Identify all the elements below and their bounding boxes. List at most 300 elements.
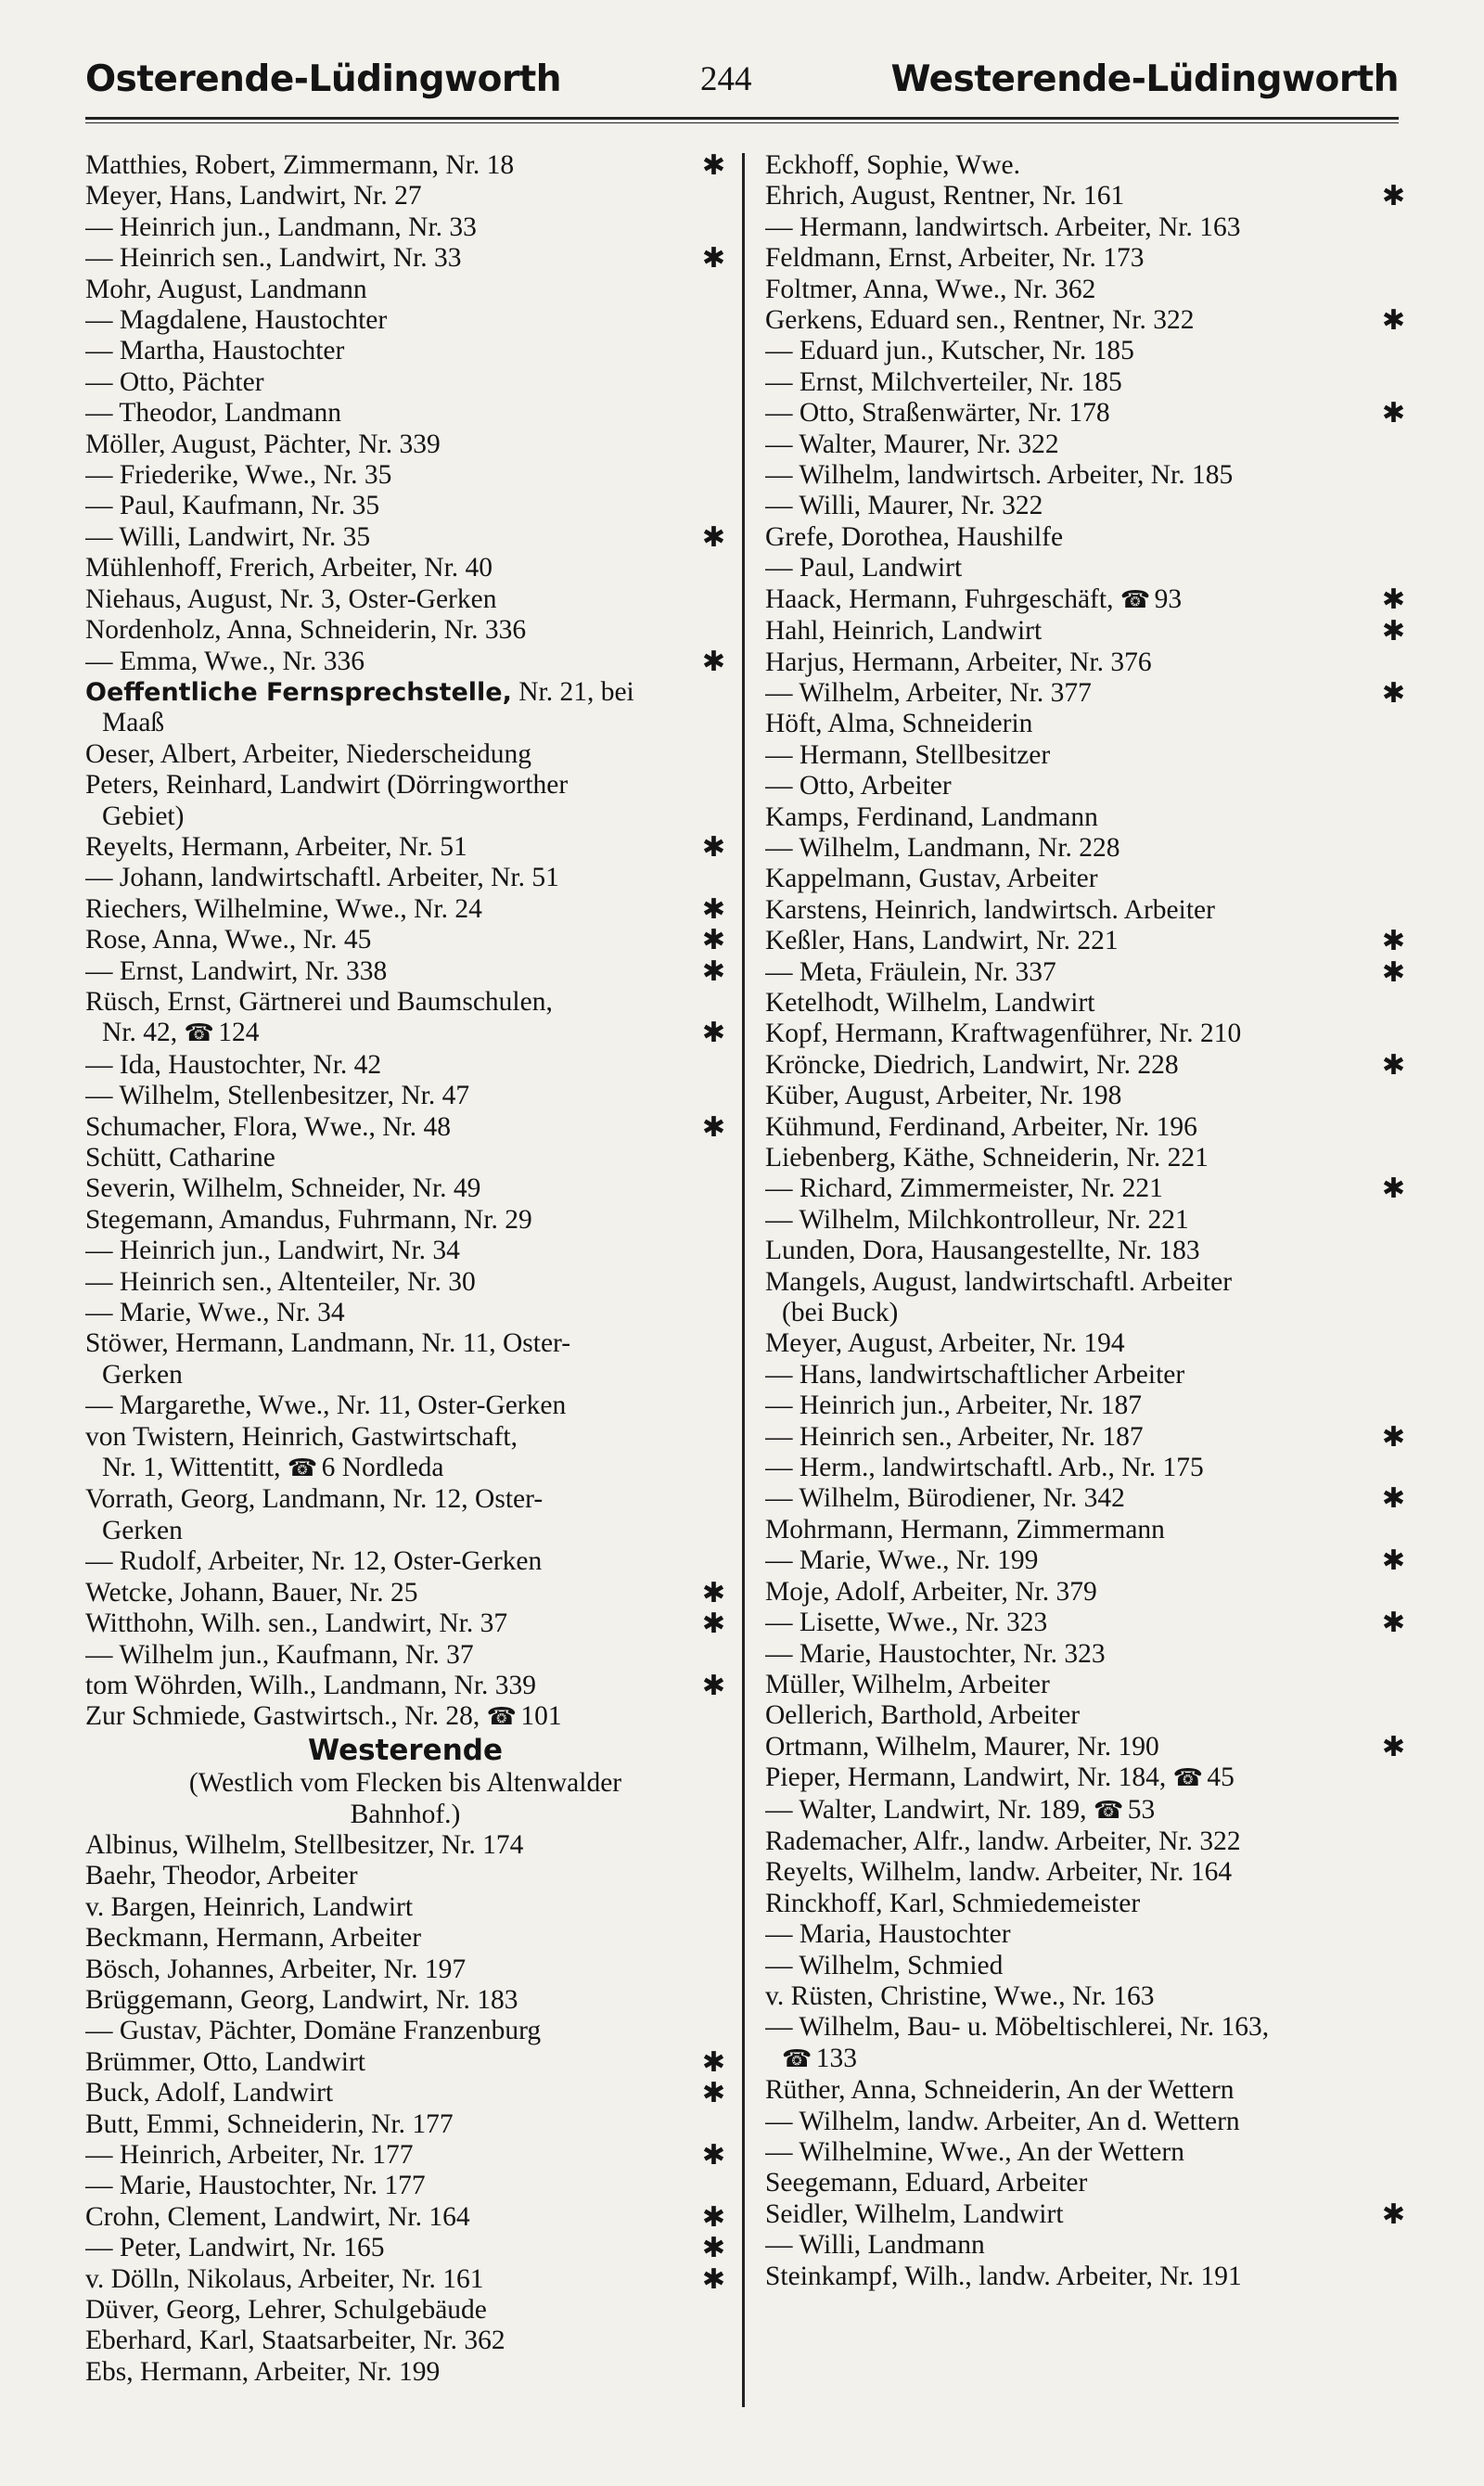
entry-line — [765, 709, 1405, 739]
phone-icon: ☎ — [1119, 585, 1148, 614]
directory-entry — [85, 863, 725, 893]
directory-entry — [85, 181, 725, 211]
entry-text: Brüggemann, Georg, Landwirt, Nr. 183 — [85, 1984, 518, 2015]
directory-entry — [85, 522, 725, 553]
entry-text: — Wilhelm, Landmann, Nr. 228 — [765, 832, 1120, 863]
directory-entry — [765, 275, 1405, 305]
entry-continuation — [765, 2044, 1405, 2075]
entry-line — [85, 1640, 725, 1671]
directory-entry — [765, 1267, 1405, 1329]
entry-line — [765, 1236, 1405, 1266]
entry-text: Gerkens, Eduard sen., Rentner, Nr. 322 — [765, 305, 1195, 336]
entry-text: Rüsch, Ernst, Gärtnerei und Baumschulen, — [85, 986, 553, 1017]
phone-number: 6 Nordleda — [321, 1453, 444, 1483]
entry-line — [765, 1762, 1405, 1794]
directory-entry — [85, 1578, 725, 1608]
phone-icon: ☎ — [1172, 1764, 1200, 1793]
directory-entry — [85, 894, 725, 925]
directory-entry — [85, 1390, 725, 1421]
directory-entry — [765, 926, 1405, 956]
entry-line — [765, 1608, 1377, 1638]
directory-entry — [765, 1422, 1405, 1453]
entry-line — [765, 1390, 1405, 1421]
star-icon: ✱ — [701, 150, 725, 182]
entry-line — [85, 1173, 725, 1204]
entry-text: Crohn, Clement, Landwirt, Nr. 164 — [85, 2201, 470, 2232]
entry-text: — Meta, Fräulein, Nr. 337 — [765, 956, 1056, 987]
directory-entry — [85, 739, 725, 770]
phone-icon: ☎ — [287, 1454, 315, 1483]
directory-entry — [85, 832, 725, 863]
entry-line — [85, 956, 697, 987]
entry-line — [765, 212, 1405, 243]
header-left-title: Osterende-Lüdingworth — [85, 58, 562, 100]
phone-icon: ☎ — [782, 2044, 810, 2073]
entry-text: Möller, August, Pächter, Nr. 339 — [85, 429, 441, 459]
entry-text: — Walter, Landwirt, Nr. 189, — [765, 1794, 1087, 1825]
entry-text: — Margarethe, Wwe., Nr. 11, Oster-Gerken — [85, 1390, 567, 1421]
entry-line — [765, 1112, 1405, 1143]
entry-line — [765, 1267, 1405, 1298]
entry-line — [765, 2012, 1405, 2043]
entry-text: — Peter, Landwirt, Nr. 165 — [85, 2233, 385, 2263]
directory-entry — [85, 1608, 725, 1639]
entry-line — [85, 615, 725, 646]
directory-entry — [765, 553, 1405, 583]
entry-text: — Marie, Haustochter, Nr. 177 — [85, 2171, 426, 2201]
entry-line — [85, 1205, 725, 1236]
entry-text: Meyer, Hans, Landwirt, Nr. 27 — [85, 181, 422, 211]
directory-entry — [85, 1985, 725, 2016]
entry-line — [765, 491, 1405, 521]
entry-line — [765, 1670, 1405, 1700]
entry-line — [765, 833, 1405, 864]
directory-entry — [765, 2075, 1405, 2106]
directory-entry — [85, 1298, 725, 1328]
entry-line — [765, 1019, 1405, 1049]
entry-line — [85, 1143, 725, 1173]
directory-entry — [85, 1923, 725, 1954]
directory-entry — [85, 1892, 725, 1923]
directory-entry — [85, 2109, 725, 2140]
entry-text: — Richard, Zimmermeister, Nr. 221 — [765, 1173, 1163, 1204]
entry-line — [765, 2262, 1405, 2292]
entry-line — [765, 181, 1377, 211]
entry-text: Niehaus, August, Nr. 3, Oster-Gerken — [85, 583, 497, 614]
directory-entry — [765, 1795, 1405, 1826]
directory-entry — [765, 2107, 1405, 2137]
directory-entry — [85, 1267, 725, 1298]
entry-line — [85, 677, 725, 708]
entry-text: Mohrmann, Hermann, Zimmermann — [765, 1514, 1165, 1544]
header-right-title: Westerende-Lüdingworth — [890, 58, 1399, 100]
entry-cont-text: Gerken — [102, 1515, 183, 1545]
directory-entry — [765, 771, 1405, 801]
entry-line — [765, 1826, 1405, 1857]
directory-entry — [765, 895, 1405, 926]
entry-line — [85, 2295, 725, 2326]
directory-entry — [765, 398, 1405, 429]
entry-text: — Heinrich jun., Landmann, Nr. 33 — [85, 211, 477, 242]
entry-line — [765, 2075, 1405, 2106]
entry-text: Severin, Wilhelm, Schneider, Nr. 49 — [85, 1173, 481, 1204]
entry-line — [765, 1081, 1405, 1111]
entry-line — [765, 802, 1405, 833]
entry-text: — Martha, Haustochter — [85, 336, 345, 366]
entry-line — [85, 2171, 725, 2201]
entry-line — [85, 1267, 725, 1298]
directory-entry — [765, 957, 1405, 988]
star-icon: ✱ — [701, 520, 725, 554]
entry-text: Schütt, Catharine — [85, 1143, 275, 1173]
entry-line — [765, 1328, 1405, 1359]
entry-line — [85, 212, 725, 243]
entry-line — [765, 1483, 1377, 1514]
entry-line — [85, 1608, 697, 1639]
entry-text: — Paul, Landwirt — [765, 553, 963, 583]
directory-entry — [765, 1453, 1405, 1483]
entry-text: Wetcke, Johann, Bauer, Nr. 25 — [85, 1577, 418, 1608]
entry-cont-text: Maaß — [102, 708, 165, 738]
directory-entry — [85, 460, 725, 491]
star-icon: ✱ — [1381, 1420, 1405, 1454]
entry-line — [85, 987, 697, 1018]
entry-text: Reyelts, Hermann, Arbeiter, Nr. 51 — [85, 831, 467, 862]
directory-entry — [765, 1577, 1405, 1608]
star-icon: ✱ — [1381, 1173, 1405, 1206]
entry-line — [85, 1830, 725, 1861]
entry-line — [765, 1700, 1405, 1731]
directory-entry — [765, 1360, 1405, 1390]
entry-text: Ehrich, August, Rentner, Nr. 161 — [765, 181, 1125, 211]
entry-text: Mühlenhoff, Frerich, Arbeiter, Nr. 40 — [85, 553, 493, 583]
directory-entry — [85, 925, 725, 955]
entry-text: Stöwer, Hermann, Landmann, Nr. 11, Oster- — [85, 1328, 571, 1359]
star-icon: ✱ — [1381, 1730, 1405, 1763]
entry-text: Kamps, Ferdinand, Landmann — [765, 801, 1098, 832]
entry-line — [85, 2140, 697, 2171]
entry-line — [85, 181, 725, 211]
entry-text: — Wilhelm, Arbeiter, Nr. 377 — [765, 677, 1092, 708]
phone-number: 133 — [815, 2043, 858, 2073]
entry-line — [765, 1205, 1405, 1236]
entry-line — [85, 925, 697, 955]
star-icon: ✱ — [701, 1669, 725, 1702]
entry-text: Ortmann, Wilhelm, Maurer, Nr. 190 — [765, 1731, 1159, 1762]
directory-entry — [85, 1236, 725, 1266]
entry-line — [85, 1422, 725, 1453]
entry-text: Stegemann, Amandus, Fuhrmann, Nr. 29 — [85, 1204, 532, 1235]
entry-text: — Theodor, Landmann — [85, 398, 342, 429]
star-icon: ✱ — [1381, 955, 1405, 989]
directory-entry — [85, 956, 725, 987]
star-icon: ✱ — [1381, 1544, 1405, 1578]
entry-line — [765, 678, 1377, 709]
entry-text: — Marie, Haustochter, Nr. 323 — [765, 1638, 1106, 1669]
entry-text: — Hermann, landwirtsch. Arbeiter, Nr. 163 — [765, 211, 1241, 242]
entry-line — [85, 1892, 725, 1923]
column-divider — [742, 153, 745, 2407]
entry-line — [85, 584, 725, 615]
entry-line — [765, 957, 1377, 988]
entry-text: Nordenholz, Anna, Schneiderin, Nr. 336 — [85, 615, 527, 646]
directory-entry — [765, 1857, 1405, 1888]
directory-entry — [765, 1762, 1405, 1794]
entry-text: Seegemann, Eduard, Arbeiter — [765, 2168, 1088, 2198]
star-icon: ✱ — [1381, 1482, 1405, 1516]
entry-line — [765, 1639, 1405, 1670]
entry-text: Müller, Wilhelm, Arbeiter — [765, 1669, 1050, 1699]
entry-text: — Walter, Maurer, Nr. 322 — [765, 429, 1059, 459]
directory-entry — [765, 833, 1405, 864]
entry-line — [765, 2230, 1405, 2261]
entry-line — [85, 2078, 697, 2108]
entry-text: — Marie, Wwe., Nr. 199 — [765, 1545, 1039, 1576]
entry-cont-text: (bei Buck) — [782, 1298, 899, 1328]
entry-line — [765, 864, 1405, 894]
entry-text: Bösch, Johannes, Arbeiter, Nr. 197 — [85, 1954, 467, 1984]
entry-text: tom Wöhrden, Wilh., Landmann, Nr. 339 — [85, 1670, 537, 1700]
directory-entry — [85, 1546, 725, 1577]
page-header — [85, 51, 1399, 107]
entry-line — [765, 988, 1405, 1019]
directory-entry — [765, 1205, 1405, 1236]
entry-line — [765, 150, 1405, 181]
entry-line — [85, 1985, 725, 2016]
entry-text: Riechers, Wilhelmine, Wwe., Nr. 24 — [85, 893, 482, 924]
directory-entry — [85, 1861, 725, 1891]
entry-line — [85, 2326, 725, 2356]
directory-entry — [85, 2078, 725, 2108]
directory-entry — [765, 150, 1405, 181]
directory-entry — [765, 1390, 1405, 1421]
entry-line — [85, 367, 725, 398]
entry-line — [85, 2016, 725, 2046]
entry-line — [765, 1050, 1377, 1081]
directory-entry — [765, 1889, 1405, 1919]
entry-line — [765, 243, 1405, 274]
entry-line — [765, 2199, 1377, 2230]
entry-text: Nr. 21, bei — [511, 676, 634, 707]
entry-text: Matthies, Robert, Zimmermann, Nr. 18 — [85, 150, 515, 180]
phone-number: 45 — [1207, 1762, 1235, 1793]
directory-entry — [765, 181, 1405, 211]
directory-entry — [765, 1951, 1405, 1981]
entry-line — [85, 1484, 725, 1515]
entry-line — [765, 1951, 1405, 1981]
directory-entry — [85, 336, 725, 366]
directory-entry — [85, 491, 725, 521]
directory-entry — [85, 987, 725, 1050]
star-icon: ✱ — [701, 1110, 725, 1144]
entry-line — [85, 1328, 725, 1359]
entry-text: v. Dölln, Nikolaus, Arbeiter, Nr. 161 — [85, 2263, 484, 2294]
directory-entry — [765, 2137, 1405, 2168]
directory-entry — [85, 1671, 725, 1701]
entry-text: Kühmund, Ferdinand, Arbeiter, Nr. 196 — [765, 1111, 1197, 1142]
left-entry-list — [85, 150, 725, 1734]
directory-entry — [85, 1081, 725, 1111]
entry-text: Haack, Hermann, Fuhrgeschäft, — [765, 583, 1114, 614]
star-icon: ✱ — [1381, 615, 1405, 648]
directory-entry — [85, 2233, 725, 2263]
entry-line — [85, 522, 697, 553]
star-icon: ✱ — [701, 645, 725, 678]
entry-line — [85, 429, 725, 460]
entry-text: — Wilhelm, Milchkontrolleur, Nr. 221 — [765, 1204, 1189, 1235]
entry-text: — Wilhelm, Bürodiener, Nr. 342 — [765, 1483, 1125, 1514]
directory-entry — [85, 429, 725, 460]
entry-line — [85, 1050, 725, 1081]
entry-continuation — [85, 1360, 725, 1390]
section-note-line1: (Westlich vom Flecken bis Altenwalder — [188, 1768, 622, 1799]
directory-entry — [85, 243, 725, 274]
entry-text: Harjus, Hermann, Arbeiter, Nr. 376 — [765, 647, 1152, 677]
entry-text: — Wilhelm, Schmied — [765, 1950, 1004, 1980]
entry-line — [85, 243, 697, 274]
directory-entry — [85, 305, 725, 336]
star-icon: ✱ — [1381, 180, 1405, 213]
directory-entry — [765, 1050, 1405, 1081]
entry-text: Peters, Reinhard, Landwirt (Dörringworther — [85, 770, 569, 801]
entry-text: — Lisette, Wwe., Nr. 323 — [765, 1608, 1048, 1638]
entry-text: — Gustav, Pächter, Domäne Franzenburg — [85, 2016, 542, 2046]
section-title: Westerende — [307, 1733, 503, 1767]
entry-text: Grefe, Dorothea, Haushilfe — [765, 521, 1064, 552]
directory-entry — [765, 1826, 1405, 1857]
entry-line — [85, 1112, 697, 1143]
star-icon: ✱ — [701, 2139, 725, 2172]
directory-entry — [765, 305, 1405, 336]
directory-entry — [85, 1701, 725, 1733]
entry-text: — Ernst, Milchverteiler, Nr. 185 — [765, 366, 1122, 397]
entry-text: Meyer, August, Arbeiter, Nr. 194 — [765, 1328, 1125, 1359]
star-icon: ✱ — [701, 924, 725, 957]
entry-line — [85, 150, 697, 181]
phone-number: 93 — [1154, 583, 1183, 614]
entry-text: Lunden, Dora, Hausangestellte, Nr. 183 — [765, 1236, 1200, 1266]
star-icon: ✱ — [701, 1017, 725, 1050]
directory-entry — [85, 398, 725, 429]
directory-entry — [765, 678, 1405, 709]
entry-text: Eberhard, Karl, Staatsarbeiter, Nr. 362 — [85, 2326, 505, 2356]
entry-text: Liebenberg, Käthe, Schneiderin, Nr. 221 — [765, 1143, 1209, 1173]
entry-line — [85, 398, 725, 429]
entry-text: — Magdalene, Haustochter — [85, 305, 388, 336]
directory-entry — [765, 1608, 1405, 1638]
entry-line — [85, 1236, 725, 1266]
entry-line — [85, 2109, 725, 2140]
directory-entry — [85, 1205, 725, 1236]
directory-entry — [765, 212, 1405, 243]
entry-text: Beckmann, Hermann, Arbeiter — [85, 1923, 422, 1954]
star-icon: ✱ — [1381, 304, 1405, 338]
entry-text: — Wilhelm, Bau- u. Möbeltischlerei, Nr. 163, — [765, 2012, 1270, 2043]
star-icon: ✱ — [701, 2077, 725, 2110]
header-rule — [85, 117, 1399, 123]
entry-line — [765, 1919, 1405, 1950]
directory-entry — [85, 2357, 725, 2388]
entry-text: — Heinrich sen., Altenteiler, Nr. 30 — [85, 1266, 476, 1297]
entry-line — [765, 2137, 1405, 2168]
directory-entry — [765, 243, 1405, 274]
entry-text: — Heinrich jun., Arbeiter, Nr. 187 — [765, 1390, 1142, 1421]
right-column — [765, 150, 1405, 2414]
entry-cont-text: Gebiet) — [102, 801, 185, 831]
entry-text: — Willi, Maurer, Nr. 322 — [765, 491, 1043, 521]
entry-text: Keßler, Hans, Landwirt, Nr. 221 — [765, 926, 1119, 956]
entry-line — [765, 1795, 1405, 1826]
entry-line — [765, 1732, 1377, 1762]
directory-entry — [85, 2326, 725, 2356]
directory-entry — [765, 1328, 1405, 1359]
entry-line — [85, 2264, 697, 2295]
directory-entry — [765, 522, 1405, 553]
directory-entry — [85, 584, 725, 615]
entry-text: Seidler, Wilhelm, Landwirt — [765, 2198, 1064, 2229]
directory-entry — [765, 336, 1405, 366]
directory-entry — [765, 1143, 1405, 1173]
entry-text: Moje, Adolf, Arbeiter, Nr. 379 — [765, 1576, 1097, 1607]
entry-text: Kopf, Hermann, Kraftwagenführer, Nr. 210 — [765, 1019, 1242, 1049]
entry-cont-text: Nr. 42, — [102, 1018, 178, 1048]
entry-text: — Wilhelm, Stellenbesitzer, Nr. 47 — [85, 1081, 470, 1111]
directory-entry — [85, 150, 725, 181]
entry-text: — Ida, Haustochter, Nr. 42 — [85, 1049, 382, 1080]
directory-entry — [765, 584, 1405, 616]
entry-continuation — [85, 801, 725, 832]
entry-text: — Heinrich jun., Landwirt, Nr. 34 — [85, 1236, 460, 1266]
entry-line — [85, 1701, 725, 1733]
star-icon: ✱ — [1381, 1048, 1405, 1082]
entry-text: Zur Schmiede, Gastwirtsch., Nr. 28, — [85, 1701, 480, 1732]
phone-number: 124 — [218, 1018, 260, 1048]
directory-entry — [765, 2262, 1405, 2292]
entry-line — [765, 2107, 1405, 2137]
entry-line — [85, 2202, 697, 2233]
directory-entry — [85, 2016, 725, 2046]
entry-text: Ketelhodt, Wilhelm, Landwirt — [765, 987, 1095, 1018]
entry-line — [765, 926, 1377, 956]
directory-entry — [85, 1484, 725, 1546]
directory-entry — [85, 770, 725, 832]
directory-entry — [765, 2230, 1405, 2261]
entry-text: Foltmer, Anna, Wwe., Nr. 362 — [765, 274, 1096, 304]
entry-text: — Marie, Wwe., Nr. 34 — [85, 1298, 345, 1328]
entry-line — [85, 1923, 725, 1954]
entry-bold-name: Oeffentliche Fernsprechstelle, — [85, 677, 512, 707]
entry-text: Pieper, Hermann, Landwirt, Nr. 184, — [765, 1762, 1167, 1793]
entry-text: Mohr, August, Landmann — [85, 274, 367, 304]
entry-text: Oeser, Albert, Arbeiter, Niederscheidung — [85, 738, 531, 769]
entry-line — [765, 584, 1377, 616]
entry-line — [85, 770, 725, 801]
directory-entry — [85, 2171, 725, 2201]
directory-entry — [85, 1328, 725, 1390]
entry-line — [85, 2047, 697, 2078]
entry-text: v. Rüsten, Christine, Wwe., Nr. 163 — [765, 1980, 1155, 2011]
entry-line — [85, 863, 725, 893]
star-icon: ✱ — [1381, 925, 1405, 958]
entry-line — [85, 553, 725, 583]
entry-continuation — [765, 1298, 1405, 1328]
phone-icon: ☎ — [486, 1703, 514, 1732]
entry-text: — Ernst, Landwirt, Nr. 338 — [85, 955, 388, 986]
star-icon: ✱ — [1381, 676, 1405, 710]
entry-text: — Wilhelmine, Wwe., An der Wettern — [765, 2137, 1184, 2167]
page-number: 244 — [700, 59, 752, 98]
entry-text: — Emma, Wwe., Nr. 336 — [85, 646, 365, 676]
